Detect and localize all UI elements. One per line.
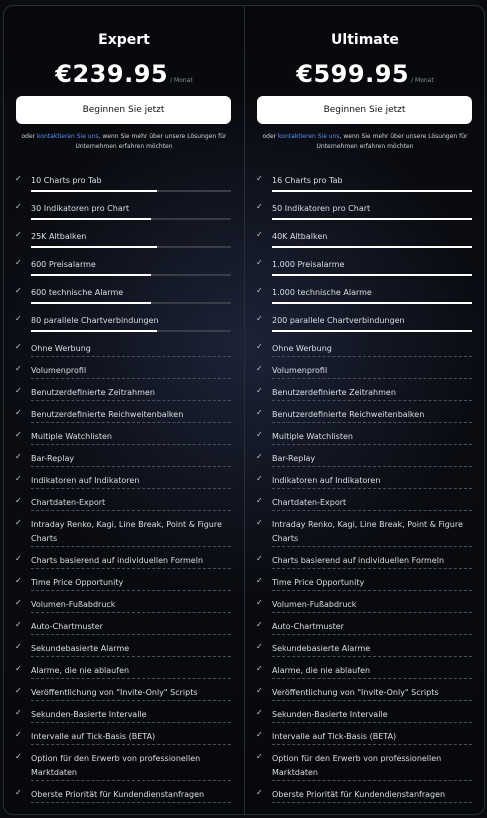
pricing-panel xyxy=(3,5,485,815)
check-icon: ✓ xyxy=(256,386,263,395)
check-icon: ✓ xyxy=(15,386,22,395)
limit-bar xyxy=(31,330,231,332)
start-now-button[interactable]: Beginnen Sie jetzt xyxy=(257,96,472,124)
check-icon: ✓ xyxy=(256,452,263,461)
feature-label: Time Price Opportunity xyxy=(31,576,231,591)
feature-label: Charts basierend auf individuellen Formeln xyxy=(31,554,231,569)
feature-list xyxy=(4,6,244,814)
feature-label: Intraday Renko, Kagi, Line Break, Point & Figure Charts xyxy=(272,518,472,547)
check-icon: ✓ xyxy=(15,174,22,183)
check-icon: ✓ xyxy=(15,496,22,505)
feature-label: Bar-Replay xyxy=(272,452,472,467)
limit-bar-fill xyxy=(31,274,151,276)
check-icon: ✓ xyxy=(256,788,263,797)
check-icon: ✓ xyxy=(15,452,22,461)
limit-bar xyxy=(272,190,472,192)
feature-label: Auto-Chartmuster xyxy=(31,620,231,635)
check-icon: ✓ xyxy=(15,342,22,351)
plan-name: Ultimate xyxy=(331,32,399,48)
feature-label: Multiple Watchlisten xyxy=(31,430,231,445)
limit-bar xyxy=(272,330,472,332)
check-icon: ✓ xyxy=(256,408,263,417)
limit-bar xyxy=(272,218,472,220)
note-suffix: , wenn Sie mehr über unsere Lösungen für Unternehmen erfahren möchten xyxy=(316,133,468,150)
feature-label: Volumenprofil xyxy=(272,364,472,379)
limit-label: 1.000 technische Alarme xyxy=(272,288,372,297)
check-icon: ✓ xyxy=(15,364,22,373)
check-icon: ✓ xyxy=(256,730,263,739)
check-icon: ✓ xyxy=(256,642,263,651)
check-icon: ✓ xyxy=(15,752,22,761)
limit-bar-fill xyxy=(31,218,151,220)
start-now-button[interactable]: Beginnen Sie jetzt xyxy=(16,96,231,124)
feature-label: Chartdaten-Export xyxy=(272,496,472,511)
feature-label: Charts basierend auf individuellen Formeln xyxy=(272,554,472,569)
feature-list xyxy=(245,6,485,814)
limit-bar-fill xyxy=(272,330,472,332)
feature-label: Option für den Erwerb von professionellen Marktdaten xyxy=(31,752,231,781)
check-icon: ✓ xyxy=(256,664,263,673)
limit-label: 10 Charts pro Tab xyxy=(31,176,102,185)
feature-label: Benutzerdefinierte Zeitrahmen xyxy=(31,386,231,401)
feature-label: Benutzerdefinierte Zeitrahmen xyxy=(272,386,472,401)
check-icon: ✓ xyxy=(256,496,263,505)
feature-label: Intervalle auf Tick-Basis (BETA) xyxy=(31,730,231,745)
limit-bar-fill xyxy=(31,330,157,332)
check-icon: ✓ xyxy=(15,286,22,295)
limit-bar xyxy=(31,246,231,248)
feature-label: Sekunden-Basierte Intervalle xyxy=(272,708,472,723)
check-icon: ✓ xyxy=(15,576,22,585)
check-icon: ✓ xyxy=(15,430,22,439)
limit-bar xyxy=(272,246,472,248)
check-icon: ✓ xyxy=(15,642,22,651)
check-icon: ✓ xyxy=(256,258,263,267)
billing-period: / Monat xyxy=(170,77,193,84)
plan-price: €239.95 xyxy=(55,60,169,88)
check-icon: ✓ xyxy=(256,202,263,211)
check-icon: ✓ xyxy=(256,174,263,183)
check-icon: ✓ xyxy=(256,474,263,483)
feature-label: Indikatoren auf Indikatoren xyxy=(31,474,231,489)
limit-bar-fill xyxy=(272,190,472,192)
limit-bar xyxy=(31,274,231,276)
plan-price: €599.95 xyxy=(296,60,410,88)
limit-bar-fill xyxy=(272,218,472,220)
limit-label: 1.000 Preisalarme xyxy=(272,260,345,269)
limit-label: 25K Altbalken xyxy=(31,232,87,241)
feature-label: Volumen-Fußabdruck xyxy=(31,598,231,613)
limit-bar-fill xyxy=(31,190,157,192)
feature-label: Benutzerdefinierte Reichweitenbalken xyxy=(31,408,231,423)
check-icon: ✓ xyxy=(256,752,263,761)
feature-label: Time Price Opportunity xyxy=(272,576,472,591)
limit-bar xyxy=(272,274,472,276)
feature-label: Volumenprofil xyxy=(31,364,231,379)
feature-label: Benutzerdefinierte Reichweitenbalken xyxy=(272,408,472,423)
limit-label: 600 technische Alarme xyxy=(31,288,124,297)
check-icon: ✓ xyxy=(15,598,22,607)
note-prefix: oder xyxy=(21,133,38,140)
check-icon: ✓ xyxy=(15,620,22,629)
check-icon: ✓ xyxy=(15,408,22,417)
check-icon: ✓ xyxy=(256,230,263,239)
feature-label: Veröffentlichung von "Invite-Only" Scripts xyxy=(31,686,231,701)
limit-label: 80 parallele Chartverbindungen xyxy=(31,316,159,325)
check-icon: ✓ xyxy=(15,730,22,739)
limit-bar xyxy=(31,218,231,220)
feature-label: Indikatoren auf Indikatoren xyxy=(272,474,472,489)
contact-us-link[interactable]: kontaktieren Sie uns xyxy=(37,133,99,140)
limit-bar-fill xyxy=(272,246,472,248)
feature-label: Auto-Chartmuster xyxy=(272,620,472,635)
check-icon: ✓ xyxy=(256,286,263,295)
plan-card-ultimate xyxy=(245,6,485,814)
feature-label: Intraday Renko, Kagi, Line Break, Point & Figure Charts xyxy=(31,518,231,547)
limit-label: 40K Altbalken xyxy=(272,232,328,241)
feature-label: Multiple Watchlisten xyxy=(272,430,472,445)
check-icon: ✓ xyxy=(15,230,22,239)
limit-bar-fill xyxy=(31,302,151,304)
feature-label: Intervalle auf Tick-Basis (BETA) xyxy=(272,730,472,745)
check-icon: ✓ xyxy=(15,258,22,267)
billing-period: / Monat xyxy=(411,77,434,84)
feature-label: Alarme, die nie ablaufen xyxy=(31,664,231,679)
feature-label: Oberste Priorität für Kundendienstanfragen xyxy=(31,788,231,803)
check-icon: ✓ xyxy=(256,598,263,607)
check-icon: ✓ xyxy=(15,554,22,563)
limit-bar-fill xyxy=(31,246,157,248)
contact-us-link[interactable]: kontaktieren Sie uns xyxy=(278,133,340,140)
limit-bar-fill xyxy=(272,302,472,304)
check-icon: ✓ xyxy=(15,314,22,323)
check-icon: ✓ xyxy=(256,708,263,717)
check-icon: ✓ xyxy=(15,708,22,717)
check-icon: ✓ xyxy=(256,430,263,439)
feature-label: Sekunden-Basierte Intervalle xyxy=(31,708,231,723)
check-icon: ✓ xyxy=(15,518,22,527)
check-icon: ✓ xyxy=(15,686,22,695)
limit-label: 50 Indikatoren pro Chart xyxy=(272,204,371,213)
feature-label: Chartdaten-Export xyxy=(31,496,231,511)
feature-label: Sekundebasierte Alarme xyxy=(31,642,231,657)
feature-label: Bar-Replay xyxy=(31,452,231,467)
check-icon: ✓ xyxy=(256,314,263,323)
check-icon: ✓ xyxy=(256,576,263,585)
feature-label: Ohne Werbung xyxy=(272,342,472,357)
feature-label: Alarme, die nie ablaufen xyxy=(272,664,472,679)
check-icon: ✓ xyxy=(15,664,22,673)
check-icon: ✓ xyxy=(256,518,263,527)
feature-label: Oberste Priorität für Kundendienstanfragen xyxy=(272,788,472,803)
feature-label: Sekundebasierte Alarme xyxy=(272,642,472,657)
note-suffix: , wenn Sie mehr über unsere Lösungen für Unternehmen erfahren möchten xyxy=(75,133,227,150)
check-icon: ✓ xyxy=(256,364,263,373)
check-icon: ✓ xyxy=(256,620,263,629)
note-prefix: oder xyxy=(262,133,279,140)
limit-bar-fill xyxy=(272,274,472,276)
feature-label: Veröffentlichung von "Invite-Only" Scripts xyxy=(272,686,472,701)
check-icon: ✓ xyxy=(256,554,263,563)
limit-label: 30 Indikatoren pro Chart xyxy=(31,204,130,213)
check-icon: ✓ xyxy=(15,474,22,483)
limit-label: 600 Preisalarme xyxy=(31,260,96,269)
check-icon: ✓ xyxy=(15,202,22,211)
check-icon: ✓ xyxy=(15,788,22,797)
plan-name: Expert xyxy=(98,32,150,48)
feature-label: Ohne Werbung xyxy=(31,342,231,357)
check-icon: ✓ xyxy=(256,342,263,351)
feature-label: Volumen-Fußabdruck xyxy=(272,598,472,613)
limit-bar xyxy=(31,302,231,304)
feature-label: Option für den Erwerb von professionellen Marktdaten xyxy=(272,752,472,781)
check-icon: ✓ xyxy=(256,686,263,695)
limit-label: 200 parallele Chartverbindungen xyxy=(272,316,405,325)
limit-bar xyxy=(272,302,472,304)
plan-card-expert xyxy=(4,6,244,814)
limit-bar xyxy=(31,190,231,192)
limit-label: 16 Charts pro Tab xyxy=(272,176,343,185)
